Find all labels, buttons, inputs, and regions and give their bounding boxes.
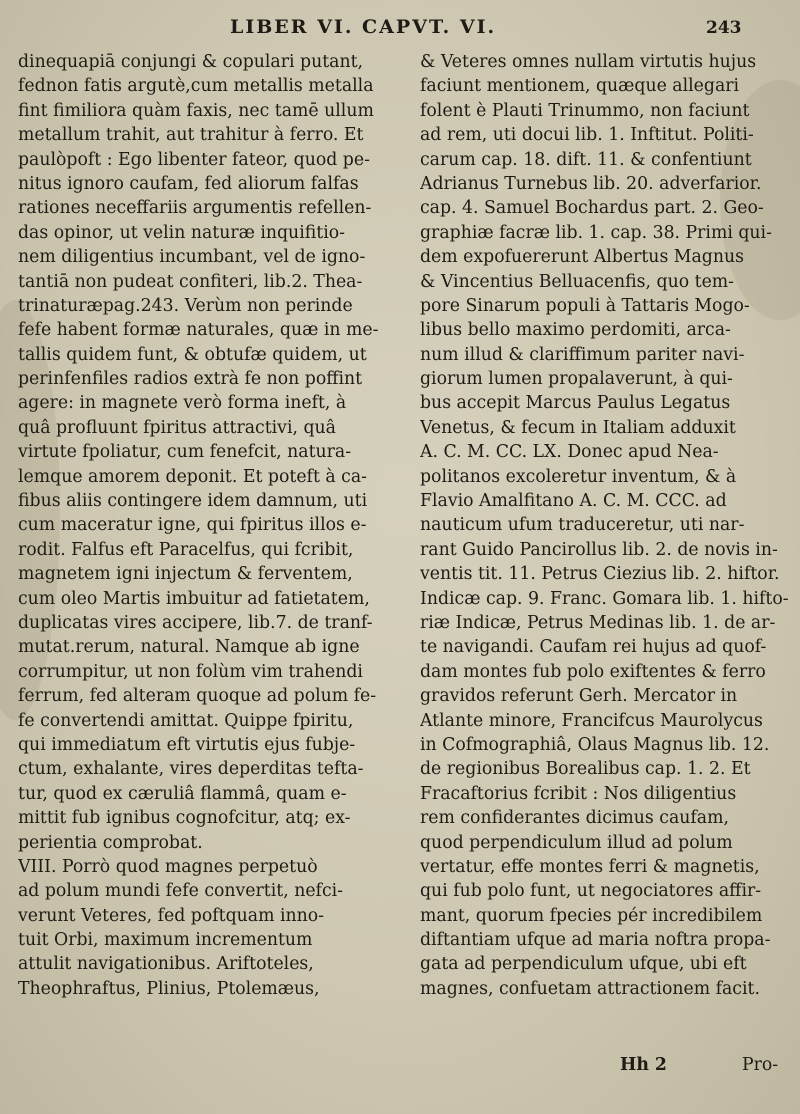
text-line: perientia comprobat. [18,832,203,853]
text-line: ad rem, uti docui lib. 1. Inftitut. Politi- [420,125,754,146]
text-line: virtute fpoliatur, cum fenefcit, natura- [18,442,352,463]
text-line: riæ Indicæ, Petrus Medinas lib. 1. de ar- [420,612,776,633]
text-line: trinaturæpag.243. Verùm non perinde [18,295,353,316]
text-line: carum cap. 18. dift. 11. & confentiunt [420,149,752,170]
text-line: tur, quod ex cæruliâ flammâ, quam e- [18,783,347,804]
left-text-column [18,50,378,1001]
text-line: Theophraftus, Plinius, Ptolemæus, [18,978,320,999]
text-line: libus bello maximo perdomiti, arca- [420,320,731,341]
text-line: fint fimiliora quàm faxis, nec tamē ullum [18,100,374,121]
text-line: ferrum, fed alteram quoque ad polum fe- [18,686,377,707]
signature-mark: Hh 2 [620,1055,667,1075]
text-line: Adrianus Turnebus lib. 20. adverfarior. [420,173,762,194]
text-line: bus accepit Marcus Paulus Legatus [420,393,731,414]
text-line: cap. 4. Samuel Bochardus part. 2. Geo- [420,198,764,219]
text-line: fednon fatis argutè,cum metallis metalla [18,76,374,97]
catchword: Pro- [742,1055,779,1075]
text-line: VIII. Porrò quod magnes perpetuò [18,856,318,877]
text-line: & Veteres omnes nullam virtutis hujus [420,52,757,72]
text-line: nauticum ufum traduceretur, uti nar- [420,515,745,536]
text-line: ctum, exhalante, vires deperditas tefta- [18,759,364,780]
text-line: Flavio Amalfitano A. C. M. CCC. ad [420,491,727,512]
text-line: rationes neceffariis argumentis refellen- [18,198,372,219]
text-line: lemque amorem deponit. Et poteft à ca- [18,466,368,487]
text-line: perinfenfiles radios extrà fe non poffint [18,369,363,390]
text-line: mittit fub ignibus cognofcitur, atq; ex- [18,808,351,829]
text-line: agere: in magnete verò forma ineft, à [18,393,347,414]
text-line: Atlante minore, Francifcus Maurolycus [420,710,763,731]
text-line: pore Sinarum populi à Tattaris Mogo- [420,295,750,316]
text-line: diftantiam ufque ad maria noftra propa- [420,930,771,951]
text-line: dam montes fub polo exiftentes & ferro [420,661,766,682]
page-header [0,16,800,44]
text-line: Fracaftorius fcribit : Nos diligentius [420,783,737,804]
text-line: dem expofuererunt Albertus Magnus [420,247,744,268]
text-line: mutat.rerum, natural. Namque ab igne [18,637,360,658]
text-line: vertatur, effe montes ferri & magnetis, [420,856,760,877]
text-line: qui immediatum eft virtutis ejus fubje- [18,734,356,755]
text-line: rant Guido Pancirollus lib. 2. de novis in- [420,539,778,560]
text-line: num illud & clariffimum pariter navi- [420,344,745,365]
text-line: ad polum mundi fefe convertit, nefci- [18,881,343,902]
text-line: tuit Orbi, maximum incrementum [18,930,313,951]
text-line: fefe habent formæ naturales, quæ in me- [18,320,378,341]
text-line: te navigandi. Caufam rei hujus ad quof- [420,637,767,658]
text-line: corrumpitur, ut non folùm vim trahendi [18,661,363,682]
text-line: gravidos referunt Gerh. Mercator in [420,686,738,707]
text-line: magnetem igni injectum & ferventem, [18,564,353,585]
text-line: verunt Veteres, fed poftquam inno- [18,905,324,926]
text-line: mant, quorum fpecies pér incredibilem [420,905,763,926]
text-line: & Vincentius Belluacenfis, quo tem- [420,271,735,292]
text-line: Indicæ cap. 9. Franc. Gomara lib. 1. hifto- [420,588,789,609]
page-footer [420,1055,792,1081]
text-line: cum oleo Martis imbuitur ad fatietatem, [18,588,370,609]
text-line: faciunt mentionem, quæque allegari [420,76,740,97]
text-line: duplicatas vires accipere, lib.7. de tranf- [18,612,373,633]
text-line: rodit. Falfus eft Paracelfus, qui fcribit, [18,539,354,560]
text-line: A. C. M. CC. LX. Donec apud Nea- [420,442,719,463]
text-line: in Cofmographiâ, Olaus Magnus lib. 12. [420,734,770,755]
text-line: qui fub polo funt, ut negociatores affir- [420,881,762,902]
text-line: nem diligentius incumbant, vel de igno- [18,247,366,268]
text-line: quâ profluunt fpiritus attractivi, quâ [18,417,336,438]
running-head: LIBER VI. CAPVT. VI. [230,16,497,38]
text-line: metallum trahit, aut trahitur à ferro. Et [18,125,364,146]
text-line: cum maceratur igne, qui fpiritus illos e- [18,515,367,536]
text-line: magnes, confuetam attractionem facit. [420,978,760,999]
text-line: quod perpendiculum illud ad polum [420,832,733,853]
text-line: fe convertendi amittat. Quippe fpiritu, [18,710,354,731]
text-line: rem confiderantes dicimus caufam, [420,808,729,829]
page-number: 243 [706,18,742,38]
text-line: folent è Plauti Trinummo, non faciunt [420,100,750,121]
text-line: fibus aliis contingere idem damnum, uti [18,491,368,512]
text-line: tantiā non pudeat confiteri, lib.2. Thea- [18,271,363,292]
text-line: nitus ignoro caufam, fed aliorum falfas [18,173,359,194]
text-line: politanos excoleretur inventum, & à [420,466,737,487]
text-line: de regionibus Borealibus cap. 1. 2. Et [420,759,751,780]
text-line: ventis tit. 11. Petrus Ciezius lib. 2. hiftor. [420,564,780,585]
text-line: das opinor, ut velin naturæ inquifitio- [18,222,345,243]
text-line: Venetus, & fecum in Italiam adduxit [420,417,736,438]
right-text-column [420,50,792,1001]
text-line: paulòpoft : Ego libenter fateor, quod pe- [18,149,370,170]
text-line: attulit navigationibus. Ariftoteles, [18,954,314,975]
text-line: graphiæ facræ lib. 1. cap. 38. Primi qui- [420,222,772,243]
text-line: giorum lumen propalaverunt, à qui- [420,369,733,390]
text-line: gata ad perpendiculum ufque, ubi eft [420,954,747,975]
text-line: dinequapiā conjungi & copulari putant, [18,52,364,72]
text-line: tallis quidem funt, & obtufæ quidem, ut [18,344,367,365]
